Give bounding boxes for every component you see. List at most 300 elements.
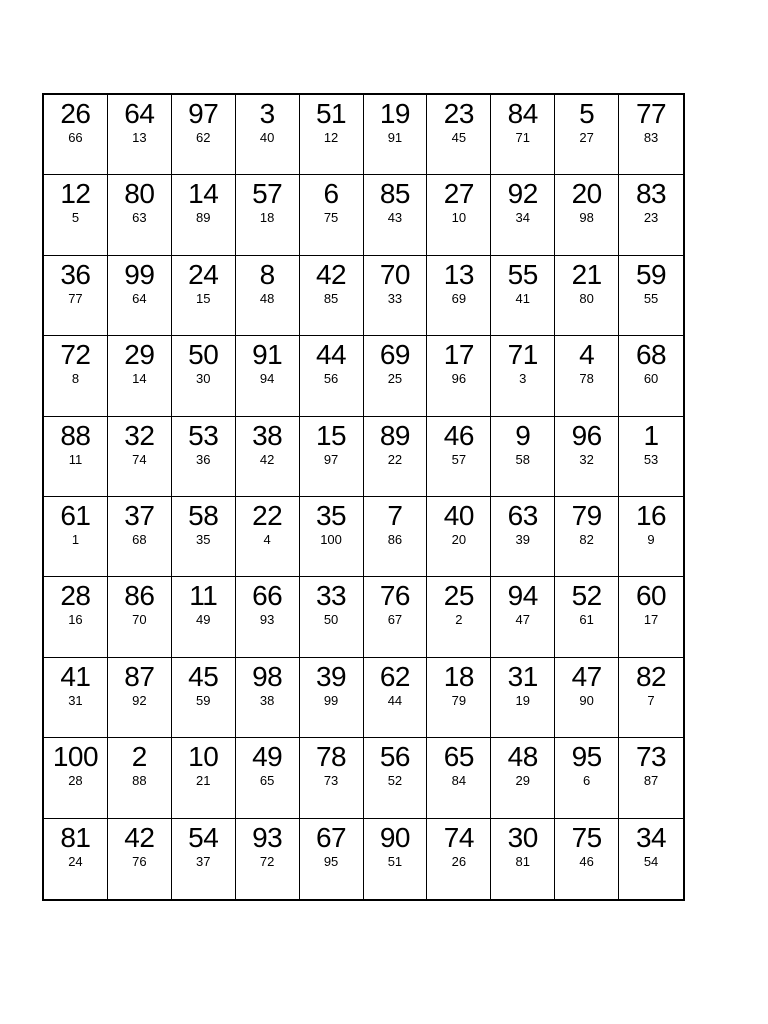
number-grid <box>42 93 685 901</box>
grid-cell <box>108 417 172 497</box>
cell-small-number: 89 <box>196 210 211 226</box>
cell-small-number: 92 <box>132 692 147 708</box>
grid-cell <box>108 175 172 255</box>
cell-big-number: 30 <box>507 821 538 853</box>
cell-small-number: 91 <box>387 130 403 145</box>
grid-cell <box>491 577 555 657</box>
cell-small-number: 34 <box>515 210 530 226</box>
grid-cell <box>172 738 236 818</box>
cell-small-number: 61 <box>579 612 594 628</box>
grid-cell <box>172 336 236 416</box>
grid-cell <box>172 497 236 577</box>
cell-big-number: 57 <box>252 178 283 210</box>
cell-small-number: 95 <box>323 853 339 869</box>
cell-big-number: 11 <box>189 580 218 612</box>
grid-cell <box>555 497 619 577</box>
cell-small-number: 27 <box>579 130 594 145</box>
grid-cell <box>300 738 364 818</box>
cell-small-number: 76 <box>132 853 147 869</box>
cell-big-number: 15 <box>315 419 347 451</box>
grid-cell <box>619 738 683 818</box>
cell-small-number: 83 <box>643 130 659 145</box>
cell-small-number: 26 <box>451 853 467 869</box>
cell-small-number: 47 <box>515 612 530 628</box>
cell-big-number: 54 <box>188 821 219 853</box>
cell-big-number: 9 <box>515 419 531 451</box>
cell-small-number: 59 <box>196 692 211 708</box>
cell-small-number: 18 <box>259 210 275 226</box>
grid-cell <box>172 175 236 255</box>
grid-cell <box>44 577 108 657</box>
cell-small-number: 30 <box>196 371 211 387</box>
cell-small-number: 55 <box>643 290 659 306</box>
cell-small-number: 65 <box>259 773 275 789</box>
grid-cell <box>364 819 428 899</box>
cell-big-number: 36 <box>60 258 91 290</box>
cell-small-number: 73 <box>323 773 339 789</box>
grid-cell <box>44 658 108 738</box>
cell-big-number: 42 <box>315 258 347 290</box>
cell-small-number: 42 <box>259 451 275 467</box>
grid-cell <box>555 658 619 738</box>
grid-cell <box>491 497 555 577</box>
cell-small-number: 19 <box>515 692 530 708</box>
grid-cell <box>172 95 236 175</box>
grid-cell <box>300 417 364 497</box>
cell-big-number: 41 <box>60 660 91 692</box>
cell-small-number: 28 <box>68 773 83 789</box>
cell-small-number: 56 <box>323 371 339 387</box>
grid-cell <box>364 175 428 255</box>
cell-small-number: 75 <box>323 210 339 226</box>
grid-cell <box>44 175 108 255</box>
grid-cell <box>236 658 300 738</box>
cell-big-number: 89 <box>379 419 411 451</box>
grid-cell <box>427 577 491 657</box>
grid-cell <box>491 95 555 175</box>
cell-big-number: 99 <box>124 258 155 290</box>
grid-cell <box>108 738 172 818</box>
cell-small-number: 46 <box>579 853 594 869</box>
cell-small-number: 32 <box>579 451 594 467</box>
grid-cell <box>364 658 428 738</box>
cell-big-number: 85 <box>379 178 411 210</box>
cell-big-number: 22 <box>252 500 283 531</box>
cell-big-number: 38 <box>252 419 283 451</box>
grid-cell <box>555 417 619 497</box>
cell-small-number: 39 <box>515 532 530 547</box>
cell-big-number: 27 <box>443 178 474 210</box>
grid-cell <box>427 497 491 577</box>
cell-big-number: 68 <box>635 339 667 371</box>
cell-big-number: 71 <box>507 339 538 371</box>
cell-big-number: 95 <box>571 741 602 773</box>
grid-cell <box>44 336 108 416</box>
cell-small-number: 48 <box>259 290 275 306</box>
cell-big-number: 39 <box>315 660 347 692</box>
cell-big-number: 21 <box>571 258 602 290</box>
cell-big-number: 44 <box>315 339 347 371</box>
cell-small-number: 67 <box>387 612 403 628</box>
cell-small-number: 8 <box>71 371 80 387</box>
grid-cell <box>427 175 491 255</box>
cell-big-number: 97 <box>188 98 219 129</box>
grid-cell <box>619 819 683 899</box>
cell-small-number: 69 <box>451 290 467 306</box>
grid-cell <box>555 336 619 416</box>
cell-small-number: 88 <box>132 773 147 789</box>
cell-big-number: 75 <box>571 821 602 853</box>
cell-big-number: 23 <box>443 98 474 129</box>
cell-small-number: 21 <box>196 773 211 789</box>
cell-big-number: 78 <box>315 741 347 773</box>
grid-cell <box>236 336 300 416</box>
cell-big-number: 1 <box>643 419 659 451</box>
cell-big-number: 7 <box>387 500 403 531</box>
grid-cell <box>555 95 619 175</box>
cell-small-number: 9 <box>647 532 655 547</box>
cell-small-number: 4 <box>263 532 271 547</box>
grid-cell <box>364 577 428 657</box>
cell-big-number: 32 <box>124 419 155 451</box>
cell-big-number: 45 <box>188 660 219 692</box>
grid-cell <box>300 577 364 657</box>
cell-small-number: 49 <box>196 612 211 628</box>
cell-big-number: 10 <box>188 741 219 773</box>
cell-big-number: 90 <box>379 821 411 853</box>
cell-small-number: 14 <box>132 371 147 387</box>
grid-cell <box>108 658 172 738</box>
cell-small-number: 68 <box>132 532 147 547</box>
grid-cell <box>427 336 491 416</box>
cell-small-number: 77 <box>68 290 83 306</box>
cell-small-number: 100 <box>320 532 342 547</box>
cell-big-number: 63 <box>507 500 538 531</box>
grid-cell <box>108 256 172 336</box>
grid-cell <box>364 95 428 175</box>
cell-small-number: 78 <box>579 371 594 387</box>
cell-big-number: 87 <box>124 660 155 692</box>
grid-cell <box>491 256 555 336</box>
grid-cell <box>619 256 683 336</box>
cell-big-number: 56 <box>379 741 411 773</box>
cell-small-number: 64 <box>132 290 147 306</box>
grid-cell <box>172 256 236 336</box>
cell-small-number: 12 <box>323 130 339 145</box>
grid-cell <box>555 738 619 818</box>
cell-big-number: 65 <box>443 741 474 773</box>
cell-big-number: 80 <box>124 178 155 210</box>
cell-small-number: 57 <box>451 451 467 467</box>
grid-cell <box>491 658 555 738</box>
cell-big-number: 12 <box>60 178 91 210</box>
cell-small-number: 16 <box>68 612 83 628</box>
grid-cell <box>172 417 236 497</box>
grid-cell <box>236 577 300 657</box>
cell-big-number: 62 <box>379 660 411 692</box>
cell-big-number: 5 <box>579 98 595 129</box>
grid-cell <box>619 175 683 255</box>
cell-small-number: 74 <box>132 451 147 467</box>
cell-big-number: 31 <box>507 660 538 692</box>
cell-big-number: 40 <box>443 500 474 531</box>
grid-cell <box>555 175 619 255</box>
cell-big-number: 49 <box>252 741 283 773</box>
cell-small-number: 29 <box>515 773 530 789</box>
cell-small-number: 70 <box>132 612 147 628</box>
grid-cell <box>236 256 300 336</box>
grid-cell <box>236 738 300 818</box>
cell-big-number: 34 <box>635 821 667 853</box>
grid-cell <box>300 336 364 416</box>
cell-small-number: 81 <box>515 853 530 869</box>
cell-big-number: 8 <box>259 258 275 290</box>
cell-small-number: 33 <box>387 290 403 306</box>
grid-cell <box>108 95 172 175</box>
grid-cell <box>491 738 555 818</box>
cell-big-number: 48 <box>507 741 538 773</box>
cell-big-number: 66 <box>252 580 283 612</box>
grid-cell <box>108 497 172 577</box>
grid-cell <box>555 819 619 899</box>
grid-cell <box>44 256 108 336</box>
grid-cell <box>491 819 555 899</box>
grid-cell <box>236 175 300 255</box>
cell-big-number: 25 <box>443 580 474 612</box>
cell-small-number: 63 <box>132 210 147 226</box>
cell-big-number: 86 <box>124 580 155 612</box>
cell-small-number: 11 <box>68 451 83 467</box>
cell-big-number: 69 <box>379 339 411 371</box>
cell-big-number: 3 <box>259 98 275 129</box>
cell-big-number: 35 <box>315 500 347 531</box>
cell-small-number: 41 <box>515 290 530 306</box>
cell-big-number: 92 <box>507 178 538 210</box>
cell-small-number: 54 <box>643 853 659 869</box>
cell-small-number: 38 <box>259 692 275 708</box>
grid-cell <box>427 256 491 336</box>
cell-big-number: 70 <box>379 258 411 290</box>
cell-big-number: 46 <box>443 419 474 451</box>
cell-small-number: 66 <box>68 130 83 145</box>
grid-cell <box>44 497 108 577</box>
cell-big-number: 88 <box>60 419 91 451</box>
cell-big-number: 96 <box>571 419 602 451</box>
cell-small-number: 52 <box>387 773 403 789</box>
cell-small-number: 85 <box>323 290 339 306</box>
cell-big-number: 91 <box>252 339 283 371</box>
cell-big-number: 19 <box>379 98 411 129</box>
cell-small-number: 98 <box>579 210 594 226</box>
cell-big-number: 72 <box>60 339 91 371</box>
cell-small-number: 45 <box>451 130 467 145</box>
cell-big-number: 60 <box>635 580 667 612</box>
grid-cell <box>44 819 108 899</box>
grid-cell <box>172 577 236 657</box>
grid-cell <box>364 256 428 336</box>
cell-small-number: 87 <box>643 773 659 789</box>
grid-cell <box>236 417 300 497</box>
grid-cell <box>364 497 428 577</box>
cell-small-number: 50 <box>323 612 339 628</box>
grid-cell <box>491 175 555 255</box>
cell-small-number: 51 <box>387 853 403 869</box>
grid-cell <box>108 577 172 657</box>
cell-big-number: 82 <box>635 660 667 692</box>
grid-cell <box>172 819 236 899</box>
cell-small-number: 25 <box>387 371 403 387</box>
cell-small-number: 82 <box>579 532 594 547</box>
cell-small-number: 71 <box>515 130 530 145</box>
cell-big-number: 58 <box>188 500 219 531</box>
cell-small-number: 17 <box>643 612 659 628</box>
cell-big-number: 33 <box>315 580 347 612</box>
cell-small-number: 43 <box>387 210 403 226</box>
cell-small-number: 99 <box>323 692 339 708</box>
cell-big-number: 47 <box>571 660 602 692</box>
cell-small-number: 72 <box>259 853 275 869</box>
cell-small-number: 90 <box>579 692 594 708</box>
grid-cell <box>236 819 300 899</box>
cell-small-number: 23 <box>643 210 659 226</box>
grid-cell <box>300 95 364 175</box>
cell-small-number: 31 <box>68 692 83 708</box>
grid-cell <box>364 738 428 818</box>
grid-cell <box>619 497 683 577</box>
cell-big-number: 6 <box>323 178 339 210</box>
grid-cell <box>300 175 364 255</box>
grid-cell <box>44 95 108 175</box>
cell-small-number: 35 <box>196 532 211 547</box>
cell-small-number: 6 <box>583 773 591 789</box>
grid-cell <box>555 256 619 336</box>
cell-small-number: 62 <box>196 130 211 145</box>
cell-big-number: 28 <box>60 580 91 612</box>
grid-cell <box>619 417 683 497</box>
grid-cell <box>44 738 108 818</box>
grid-cell <box>108 819 172 899</box>
cell-big-number: 2 <box>131 741 147 773</box>
cell-big-number: 93 <box>252 821 283 853</box>
cell-big-number: 59 <box>635 258 667 290</box>
grid-cell <box>236 497 300 577</box>
grid-cell <box>427 658 491 738</box>
cell-small-number: 97 <box>323 451 339 467</box>
cell-small-number: 3 <box>519 371 527 387</box>
cell-big-number: 20 <box>571 178 602 210</box>
cell-big-number: 53 <box>188 419 219 451</box>
grid-cell <box>427 819 491 899</box>
cell-small-number: 20 <box>451 532 467 547</box>
cell-big-number: 17 <box>443 339 474 371</box>
cell-big-number: 51 <box>315 98 347 129</box>
grid-cell <box>44 417 108 497</box>
cell-big-number: 26 <box>60 98 91 129</box>
grid-cell <box>427 738 491 818</box>
cell-big-number: 4 <box>579 339 595 371</box>
cell-big-number: 67 <box>315 821 347 853</box>
cell-small-number: 53 <box>643 451 659 467</box>
cell-small-number: 44 <box>387 692 403 708</box>
grid-cell <box>364 417 428 497</box>
cell-big-number: 50 <box>188 339 219 371</box>
grid-cell <box>236 95 300 175</box>
cell-small-number: 1 <box>71 532 80 547</box>
cell-big-number: 83 <box>635 178 667 210</box>
cell-big-number: 100 <box>52 741 99 773</box>
cell-big-number: 37 <box>124 500 155 531</box>
grid-cell <box>300 658 364 738</box>
cell-small-number: 5 <box>71 210 80 226</box>
cell-big-number: 81 <box>60 821 91 853</box>
cell-big-number: 84 <box>507 98 538 129</box>
cell-small-number: 58 <box>515 451 530 467</box>
cell-big-number: 13 <box>443 258 474 290</box>
cell-small-number: 86 <box>387 532 403 547</box>
cell-big-number: 14 <box>188 178 219 210</box>
cell-small-number: 94 <box>259 371 275 387</box>
cell-big-number: 98 <box>252 660 283 692</box>
cell-small-number: 40 <box>259 130 275 145</box>
cell-small-number: 80 <box>579 290 594 306</box>
cell-big-number: 76 <box>379 580 411 612</box>
cell-big-number: 18 <box>443 660 474 692</box>
cell-big-number: 52 <box>571 580 602 612</box>
cell-small-number: 22 <box>387 451 403 467</box>
cell-small-number: 2 <box>455 612 463 628</box>
cell-small-number: 60 <box>643 371 659 387</box>
grid-cell <box>491 336 555 416</box>
grid-cell <box>619 658 683 738</box>
grid-cell <box>108 336 172 416</box>
grid-cell <box>555 577 619 657</box>
cell-big-number: 73 <box>635 741 667 773</box>
cell-big-number: 64 <box>124 98 155 129</box>
cell-big-number: 61 <box>60 500 91 531</box>
cell-big-number: 16 <box>635 500 667 531</box>
cell-big-number: 74 <box>443 821 474 853</box>
grid-cell <box>364 336 428 416</box>
grid-cell <box>491 417 555 497</box>
cell-big-number: 42 <box>124 821 155 853</box>
grid-cell <box>427 417 491 497</box>
grid-cell <box>300 256 364 336</box>
cell-small-number: 79 <box>451 692 467 708</box>
cell-small-number: 10 <box>451 210 467 226</box>
cell-small-number: 93 <box>259 612 275 628</box>
cell-big-number: 77 <box>635 98 667 129</box>
grid-cell <box>619 577 683 657</box>
cell-big-number: 24 <box>188 258 219 290</box>
cell-small-number: 37 <box>196 853 211 869</box>
cell-big-number: 29 <box>124 339 155 371</box>
cell-small-number: 13 <box>132 130 147 145</box>
cell-small-number: 7 <box>647 692 655 708</box>
cell-big-number: 94 <box>507 580 538 612</box>
cell-small-number: 24 <box>68 853 83 869</box>
grid-cell <box>172 658 236 738</box>
cell-small-number: 15 <box>196 290 211 306</box>
cell-small-number: 96 <box>451 371 467 387</box>
grid-cell <box>619 95 683 175</box>
grid-cell <box>427 95 491 175</box>
cell-big-number: 55 <box>507 258 538 290</box>
cell-small-number: 84 <box>451 773 467 789</box>
cell-big-number: 79 <box>571 500 602 531</box>
grid-cell <box>300 497 364 577</box>
cell-small-number: 36 <box>196 451 211 467</box>
grid-cell <box>619 336 683 416</box>
